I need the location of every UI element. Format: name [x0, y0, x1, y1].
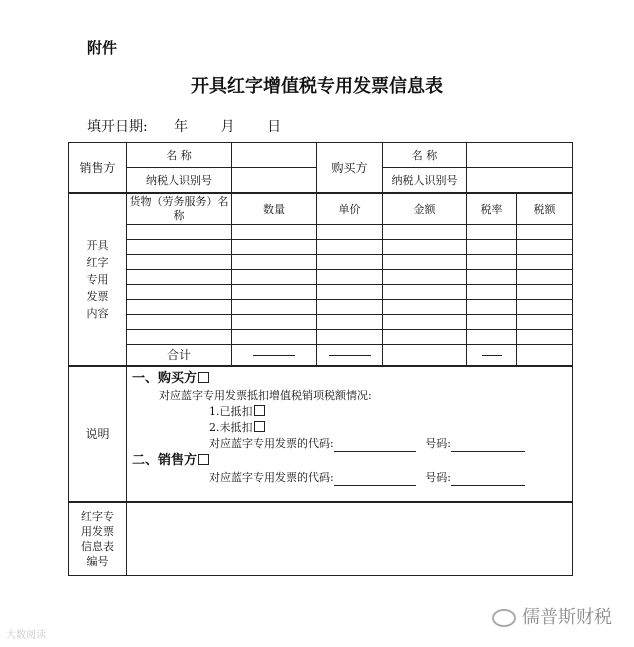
explanation-section	[127, 366, 573, 502]
attachment-label: 附件	[87, 39, 118, 57]
red-invoice-form	[68, 142, 573, 576]
seller-code-field[interactable]	[334, 473, 416, 486]
total-price-dash	[317, 345, 383, 366]
page-title: 开具红字增值税专用发票信息表	[191, 76, 443, 97]
buyer-code-field[interactable]	[334, 439, 416, 452]
buyer-number-label: 号码:	[425, 436, 451, 450]
seller-checkbox[interactable]	[198, 454, 209, 465]
buyer-name-label: 名 称	[383, 143, 467, 168]
seller-label: 销售方	[69, 143, 127, 193]
col-goods-name: 货物（劳务服务）名称	[127, 193, 232, 225]
date-label: 填开日期:	[87, 119, 148, 135]
table-row[interactable]	[69, 255, 573, 270]
content-side-label	[69, 193, 127, 366]
corner-watermark: 大数阅读	[6, 630, 46, 641]
content-side-line: 发票	[86, 289, 109, 303]
table-row[interactable]	[69, 270, 573, 285]
content-side-line: 红字	[86, 255, 109, 269]
buyer-heading: 一、购买方	[132, 370, 198, 386]
info-number-line: 红字专	[81, 509, 114, 523]
info-number-label	[69, 502, 127, 576]
content-side-line: 内容	[86, 306, 109, 320]
buyer-label: 购买方	[317, 143, 383, 193]
seller-number-label: 号码:	[425, 470, 451, 484]
buyer-code-label: 对应蓝字专用发票的代码:	[209, 436, 334, 450]
seller-taxid-field[interactable]	[232, 168, 317, 193]
total-row	[69, 345, 573, 366]
col-unit-price: 单价	[317, 193, 383, 225]
date-month: 月	[220, 119, 235, 135]
fill-date	[87, 116, 309, 136]
wechat-icon	[492, 609, 516, 627]
seller-number-field[interactable]	[451, 473, 525, 486]
brand-watermark	[492, 603, 612, 629]
buyer-name-field[interactable]	[467, 143, 573, 168]
info-number-line: 用发票	[81, 524, 114, 538]
table-row[interactable]	[69, 330, 573, 345]
col-tax-amount: 税额	[517, 193, 573, 225]
info-number-line: 编号	[86, 554, 109, 568]
table-row[interactable]	[69, 285, 573, 300]
seller-taxid-label: 纳税人识别号	[127, 168, 232, 193]
table-row[interactable]	[69, 225, 573, 240]
date-year: 年	[174, 119, 189, 135]
total-tax[interactable]	[517, 345, 573, 366]
opt-not-deducted-label: 2.未抵扣	[209, 420, 253, 434]
buyer-text: 对应蓝字专用发票抵扣增值税销项税额情况:	[159, 388, 372, 402]
info-number-line: 信息表	[81, 539, 114, 553]
content-side-line: 专用	[86, 272, 109, 286]
explanation-side-label: 说明	[69, 366, 127, 502]
seller-code-label: 对应蓝字专用发票的代码:	[209, 470, 334, 484]
brand-name: 儒普斯财税	[522, 607, 612, 628]
total-amount[interactable]	[383, 345, 467, 366]
opt-not-deducted-checkbox[interactable]	[254, 421, 265, 432]
col-amount: 金额	[383, 193, 467, 225]
buyer-checkbox[interactable]	[198, 372, 209, 383]
total-quantity-dash	[232, 345, 317, 366]
buyer-taxid-field[interactable]	[467, 168, 573, 193]
seller-name-field[interactable]	[232, 143, 317, 168]
table-row[interactable]	[69, 300, 573, 315]
total-label: 合计	[127, 345, 232, 366]
date-day: 日	[267, 119, 282, 135]
col-tax-rate: 税率	[467, 193, 517, 225]
buyer-taxid-label: 纳税人识别号	[383, 168, 467, 193]
table-row[interactable]	[69, 315, 573, 330]
opt-deducted-label: 1.已抵扣	[209, 404, 253, 418]
table-row[interactable]	[69, 240, 573, 255]
seller-heading: 二、销售方	[132, 452, 198, 468]
seller-name-label: 名 称	[127, 143, 232, 168]
col-quantity: 数量	[232, 193, 317, 225]
buyer-number-field[interactable]	[451, 439, 525, 452]
total-rate-dash	[467, 345, 517, 366]
opt-deducted-checkbox[interactable]	[254, 405, 265, 416]
content-side-line: 开具	[86, 238, 109, 252]
info-number-field[interactable]	[127, 502, 573, 576]
